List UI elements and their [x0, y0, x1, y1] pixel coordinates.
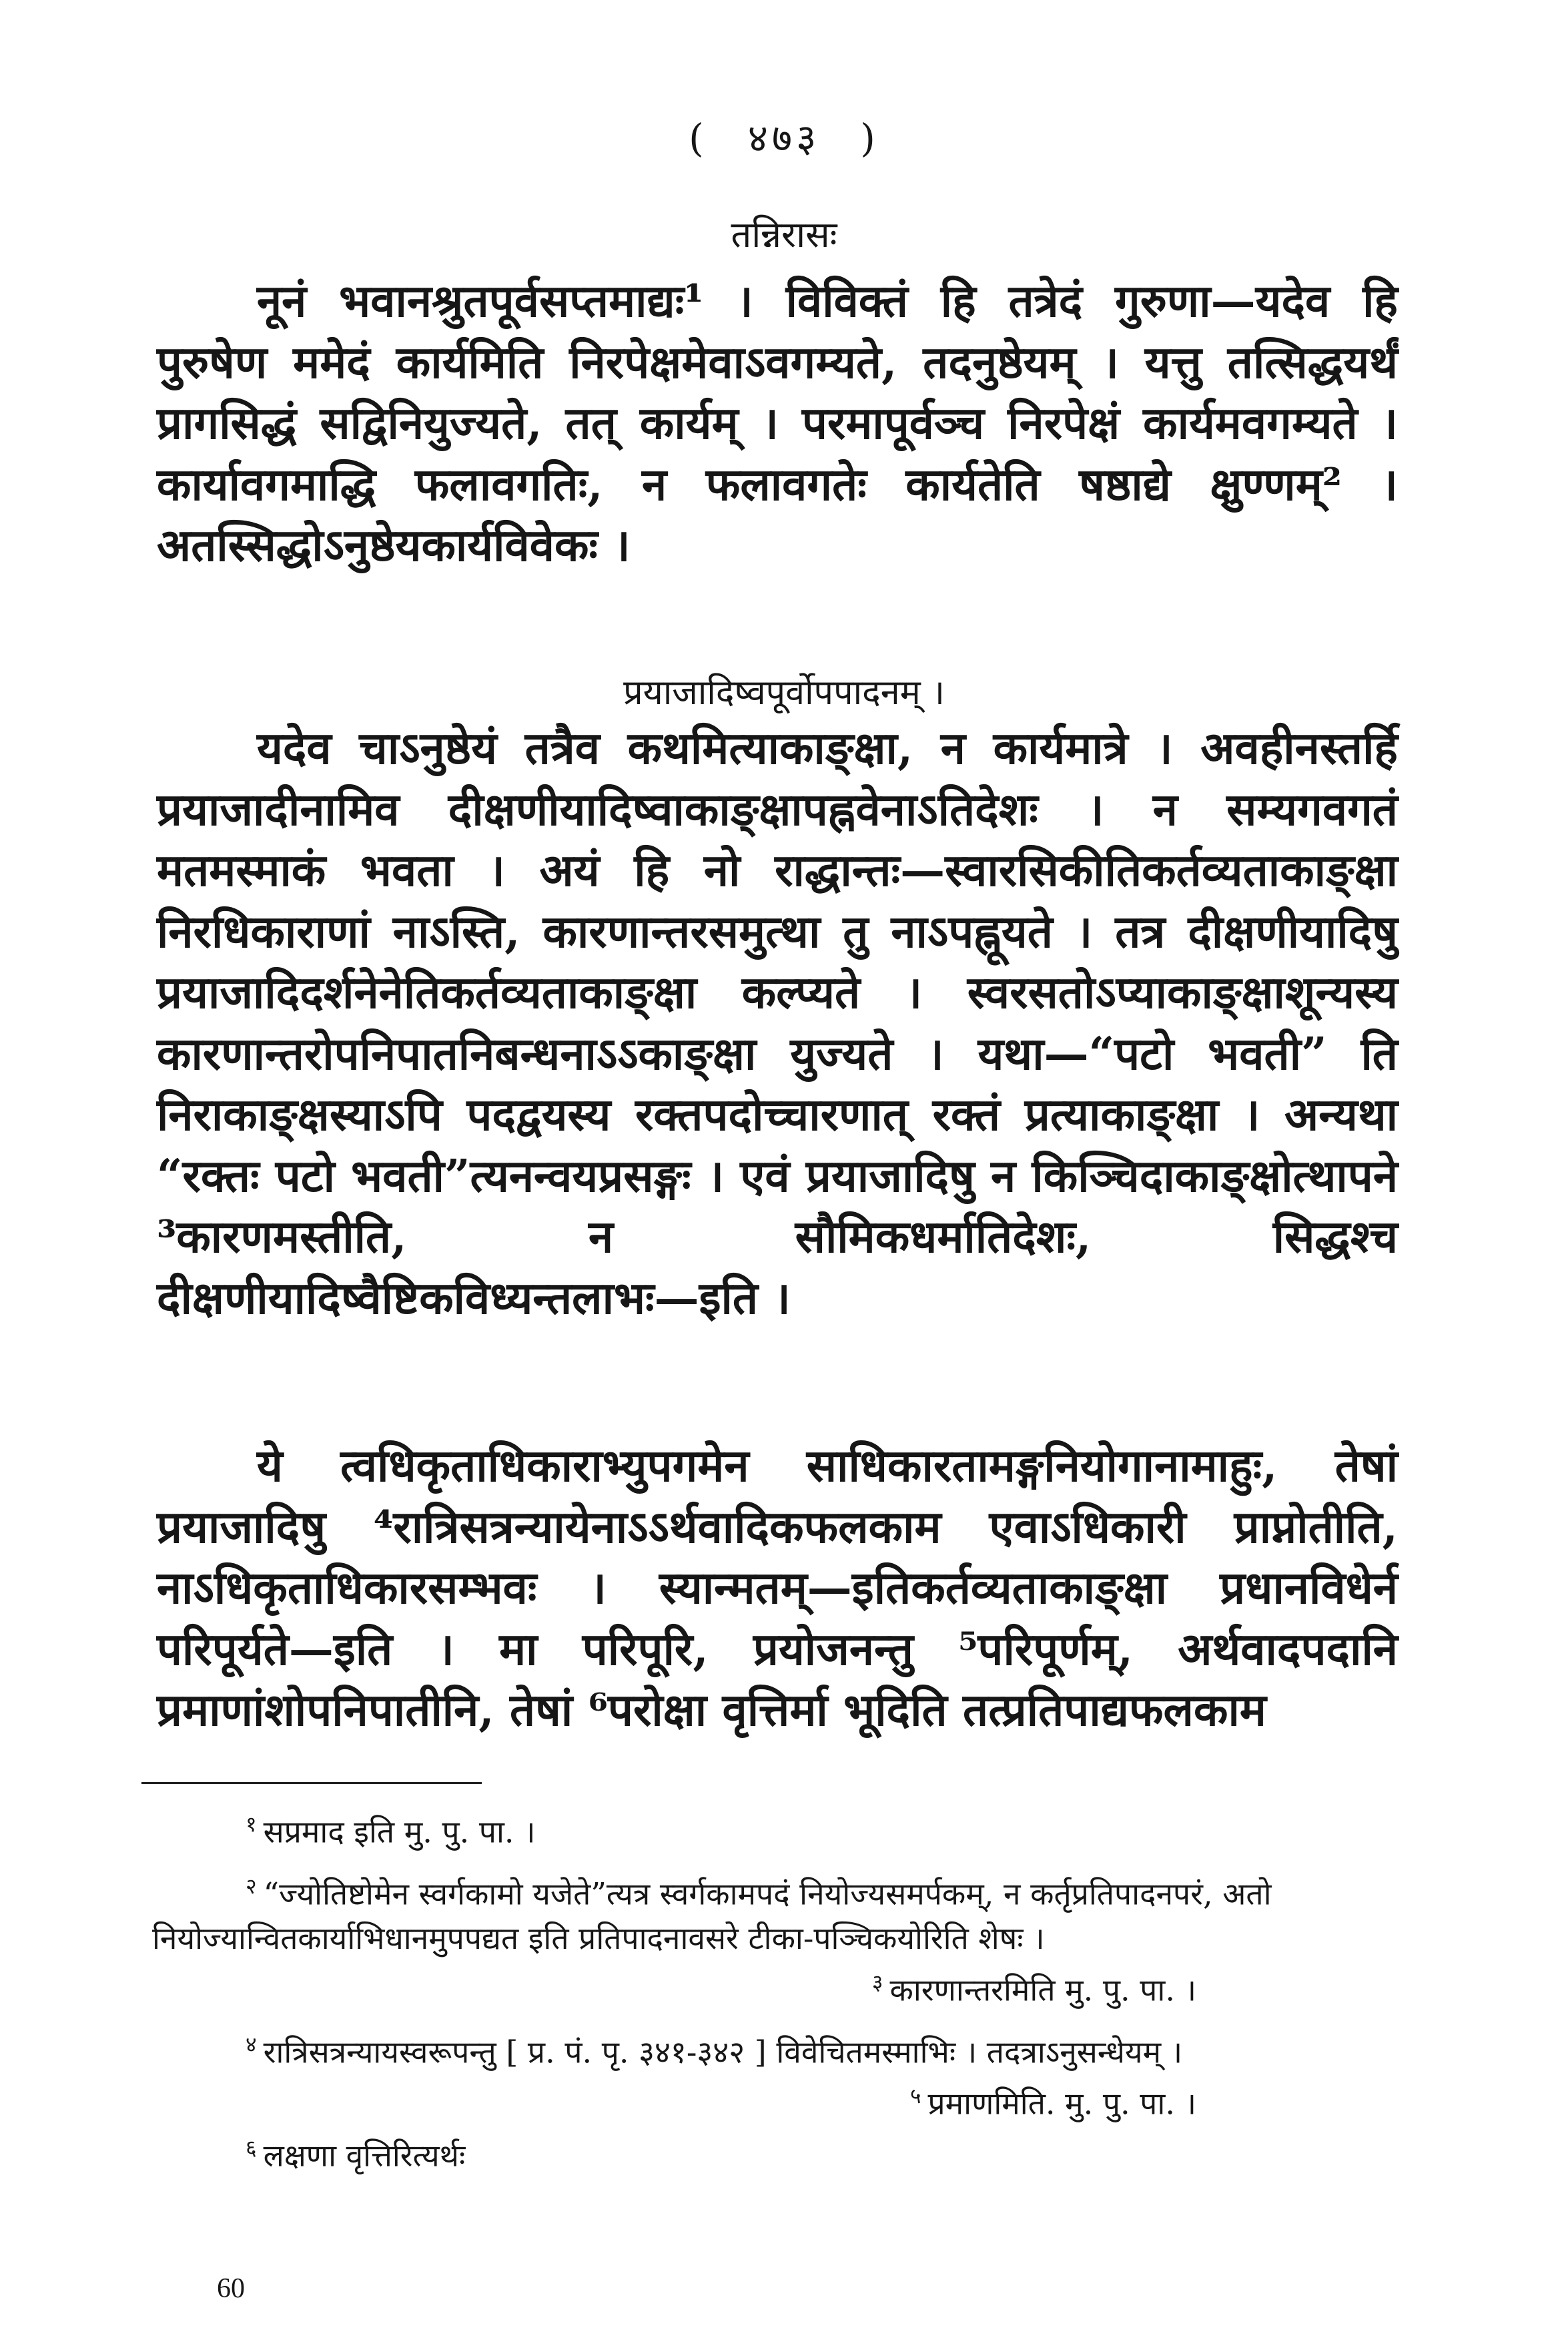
- footnote-4: [152, 2022, 1397, 2074]
- page-number-value: ४७३: [747, 115, 821, 161]
- footnote-2-mark: २: [246, 1873, 257, 1900]
- footnote-1-mark: १: [246, 1811, 257, 1837]
- paragraph-3: [157, 1435, 1398, 1741]
- footnote-1: [152, 1802, 1397, 1853]
- footnote-2: [152, 1864, 1397, 1960]
- footnote-5-text: प्रमाणमिति. मु. पु. पा. ।: [927, 2085, 1196, 2122]
- footnote-divider: [141, 1782, 482, 1784]
- footnotes: [152, 1802, 1397, 2177]
- paragraph-2: [157, 717, 1398, 1328]
- paragraph-2-text: यदेव चाऽनुष्ठेयं तत्रैव कथमित्याकाङ्क्षा, न कार्यमात्रे । अवहीनस्तर्हि प्रयाजादीनामिव दीक्षणीयादिष्वाकाङ्क्षापह्नवेनाऽतिदेशः । न सम्यगवगतं मतमस्माकं भवता । अयं हि नो राद्धान्तः—स्वारसिकीतिकर्तव्यताकाङ्क्षा निरधिकाराणां नाऽस्ति, कारणान्तरसमुत्था तु नाऽपह्नूयते । तत्र दीक्षणीयादिषु प्रयाजादिदर्शनेनेतिकर्तव्यताकाङ्क्षा कल्प्यते । स्वरसतोऽप्याकाङ्क्षाशून्यस्य कारणान्तरोपनिपातनिबन्धनाऽऽकाङ्क्षा युज्यते । यथा—“पटो भवती” ति निराकाङ्क्षस्याऽपि पदद्वयस्य रक्तपदोच्चारणात् रक्तं प्रत्याकाङ्क्षा । अन्यथा “रक्तः पटो भवती”त्यनन्वयप्रसङ्गः । एवं प्रयाजादिषु न किञ्चिदाकाङ्क्षोत्थापने ³कारणमस्तीति, न सौमिकधर्मातिदेशः, सिद्धश्च दीक्षणीयादिष्वैष्टिकविध्यन्तलाभः—इति ।: [157, 721, 1398, 1324]
- footnote-4-text: रात्रिसत्रन्यायस्वरूपन्तु [ प्र. पं. पृ. ३४१-३४२ ] विवेचितमस्माभिः । तदत्राऽनुसन्धेयम् ।: [263, 2034, 1183, 2070]
- page-number: ( ४७३ ): [689, 115, 879, 161]
- footnote-1-text: सप्रमाद इति मु. पु. पा. ।: [263, 1813, 536, 1850]
- paragraph-1: [157, 270, 1398, 576]
- footnote-3-mark: ३: [871, 1969, 883, 1995]
- footnote-6-mark: ६: [246, 2134, 257, 2160]
- footnote-2-text: “ज्योतिष्टोमेन स्वर्गकामो यजेते”त्यत्र स्वर्गकामपदं नियोज्यसमर्पकम्, न कर्तृप्रतिपादनपरं, अतो नियोज्यान्वितकार्याभिधानमुपपद्यत इति प्रतिपादनावसरे टीका-पञ्चिकयोरिति शेषः ।: [152, 1875, 1272, 1956]
- footnote-6-text: लक्षणा वृत्तिरित्यर्थः: [263, 2136, 466, 2173]
- section-heading-prayaja: प्रयाजादिष्वपूर्वोपपादनम् ।: [623, 673, 945, 713]
- sheet-number: 60: [217, 2273, 245, 2304]
- section-heading-refutation: तन्निरासः: [731, 214, 837, 256]
- paragraph-3-text: ये त्वधिकृताधिकाराभ्युपगमेन साधिकारतामङ्गनियोगानामाहुः, तेषां प्रयाजादिषु ⁴रात्रिसत्रन्यायेनाऽऽर्थवादिकफलकाम एवाऽधिकारी प्राप्नोतीति, नाऽधिकृताधिकारसम्भवः । स्यान्मतम्—इतिकर्तव्यताकाङ्क्षा प्रधानविधेर्न परिपूर्यते—इति । मा परिपूरि, प्रयोजनन्तु ⁵परिपूर्णम्, अर्थवादपदानि प्रमाणांशोपनिपातीनि, तेषां ⁶परोक्षा वृत्तिर्मा भूदिति तत्प्रतिपाद्यफलकाम: [157, 1439, 1398, 1736]
- paragraph-1-text: नूनं भवानश्रुतपूर्वसप्तमाद्यः¹ । विविक्तं हि तत्रेदं गुरुणा—यदेव हि पुरुषेण ममेदं कार्यमिति निरपेक्षमेवाऽवगम्यते, तदनुष्ठेयम् । यत्तु तत्सिद्धयर्थं प्रागसिद्धं सद्विनियुज्यते, तत् कार्यम् । परमापूर्वञ्च निरपेक्षं कार्यमवगम्यते । कार्यावगमाद्धि फलावगतिः, न फलावगतेः कार्यतेति षष्ठाद्ये क्षुण्णम्² । अतस्सिद्धोऽनुष्ठेयकार्यविवेकः ।: [157, 274, 1398, 571]
- footnote-5: [152, 2074, 1397, 2125]
- footnote-4-mark: ४: [246, 2031, 257, 2057]
- footnote-3: [152, 1960, 1397, 2012]
- footnote-5-mark: ५: [909, 2083, 921, 2109]
- footnote-3-text: कारणान्तरमिति मु. पु. पा. ।: [889, 1971, 1196, 2008]
- footnote-6: [152, 2126, 1397, 2177]
